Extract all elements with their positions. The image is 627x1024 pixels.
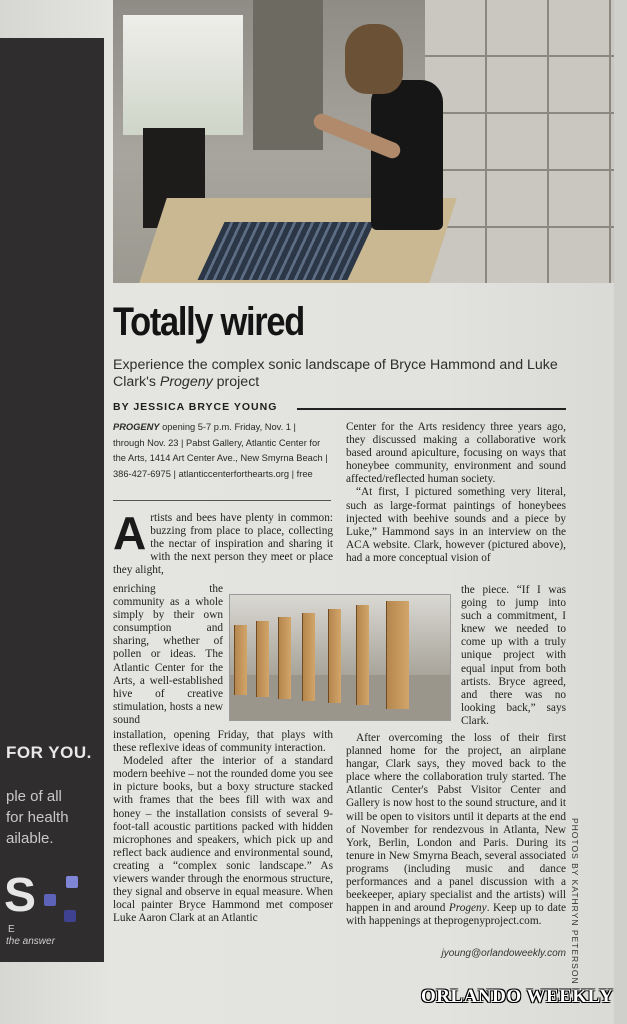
inset-photo-installation <box>229 594 451 721</box>
author-email: jyoung@orlandoweekly.com <box>441 948 566 959</box>
photo-doorway <box>123 15 243 135</box>
acoustic-partition <box>356 605 369 705</box>
paragraph-italic: Progeny <box>448 902 487 915</box>
event-details: opening 5-7 p.m. Friday, Nov. 1 | through Nov. 23 | Pabst Gallery, Atlantic Center for the Arts, 1414 Art Center Ave., New Smyrna Beach | 386-427-6975 | atlanticcenterforthearts.org | free <box>113 422 328 479</box>
column-b-continued <box>346 732 566 928</box>
paragraph-text-end: . Keep up to date with happenings at theprogenyproject.com. <box>346 902 567 928</box>
photo-back-room <box>253 0 323 150</box>
lead-photo-musician-with-mixer <box>113 0 615 283</box>
info-divider <box>113 500 331 501</box>
column-b-wrap-text: the piece. “If I was going to jump into such a commitment, I knew we needed to come up with a truly unique project with equal input from both artists. Bryce agreed, and there was no looking back,” says Clark. <box>461 584 566 727</box>
ad-text-line: ple of all <box>6 788 62 805</box>
ad-logo-square <box>64 910 76 922</box>
column-b-opening <box>346 421 566 565</box>
acoustic-partition <box>302 613 315 701</box>
paragraph: Modeled after the interior of a standard modern beehive – not the rounded dome you see in picture books, but a boxy structure stacked with frames that the bees fill with wax and honey – the installation consists of several 9-foot-tall acoustic partitions packed with hidden microphones and speakers, which pick up and reflect back audience and environmental sound, creating a “complex sonic landscape.” As viewers wander through the enormous structure, they signal and observe in equal measure. When local painter Bryce Hammond met composer Luke Aaron Clark at an Atlantic <box>113 755 333 925</box>
side-advertisement <box>0 38 104 962</box>
byline-rule <box>297 408 566 410</box>
acoustic-partition <box>386 601 409 709</box>
ad-headline: FOR YOU. <box>6 743 92 762</box>
page-edge <box>614 0 627 1024</box>
column-a-opening <box>113 507 333 577</box>
byline: BY JESSICA BRYCE YOUNG <box>113 401 278 413</box>
ad-text-line: ailable. <box>6 830 54 847</box>
drop-cap: A <box>113 507 147 559</box>
ad-letter: E <box>8 924 15 935</box>
article-deck <box>113 357 563 391</box>
paragraph-text: After overcoming the loss of their first planned home for the project, an airplane hangar, Clark says, they moved back to the place where the collaboration truly started. The Atlantic Center's Pabst Visitor Center and Gallery is now host to the sound structure, and it will be open to visitors until it departs at the end of November for rendezvous in Atlanta, New York, Berlin, London and Paris. During its tenure in New Smyrna Beach, several associated programs (including music and dance performances and a panel discussion with a beekeeper, apiary specialist and the artists) will happen in and around <box>346 732 566 915</box>
ad-tagline: the answer <box>6 936 55 947</box>
ad-logo-square <box>66 876 78 888</box>
deck-text-end: project <box>212 374 260 390</box>
acoustic-partition <box>328 609 341 703</box>
deck-text: Experience the complex sonic landscape of Bryce Hammond and Luke Clark's <box>113 357 558 390</box>
ad-logo-square <box>44 894 56 906</box>
photo-person-head <box>345 24 403 94</box>
acoustic-partition <box>278 617 291 699</box>
event-info <box>113 420 329 482</box>
publication-logo: ORLANDO WEEKLY <box>421 986 614 1007</box>
acoustic-partition <box>234 625 247 695</box>
photo-credit: PHOTOS BY KATHRYN PETERSON <box>570 818 580 985</box>
paragraph: installation, opening Friday, that plays with these reflexive ideas of community interaction. <box>113 729 333 755</box>
ad-logo-glyph: S <box>4 869 37 922</box>
event-title: PROGENY <box>113 422 160 432</box>
paragraph: “At first, I pictured something very literal, such as large-format paintings of honeybees injected with beehive sounds and a piece by Luke,” Hammond says in an interview on the ACA website. Clark, however (pictured above), had a more conceptual vision of <box>346 486 566 564</box>
deck-title-italic: Progeny <box>159 374 213 390</box>
photo-mixing-console <box>197 222 374 280</box>
paragraph <box>346 732 566 928</box>
ad-text-line: for health <box>6 809 69 826</box>
photo-tiled-wall <box>425 0 615 283</box>
column-a-wrap-text: enriching the community as a whole simply by their own consumption and sharing, whether of pollen or ideas. The Atlantic Center for the Arts, a well-established hive of creative stimulation, hosts a new sound <box>113 583 223 726</box>
paragraph: Center for the Arts residency three years ago, they discussed making a collaborative work based around apiculture, focusing on ways that honeybee community, environment and sound affected/reflected human society. <box>346 421 566 486</box>
column-a-text: rtists and bees have plenty in common: buzzing from place to place, collecting the nectar of inspiration and sharing it with the next person they meet or place they alight, <box>113 512 333 577</box>
acoustic-partition <box>256 621 269 697</box>
article-headline: Totally wired <box>113 300 304 344</box>
column-a-continued <box>113 729 333 925</box>
